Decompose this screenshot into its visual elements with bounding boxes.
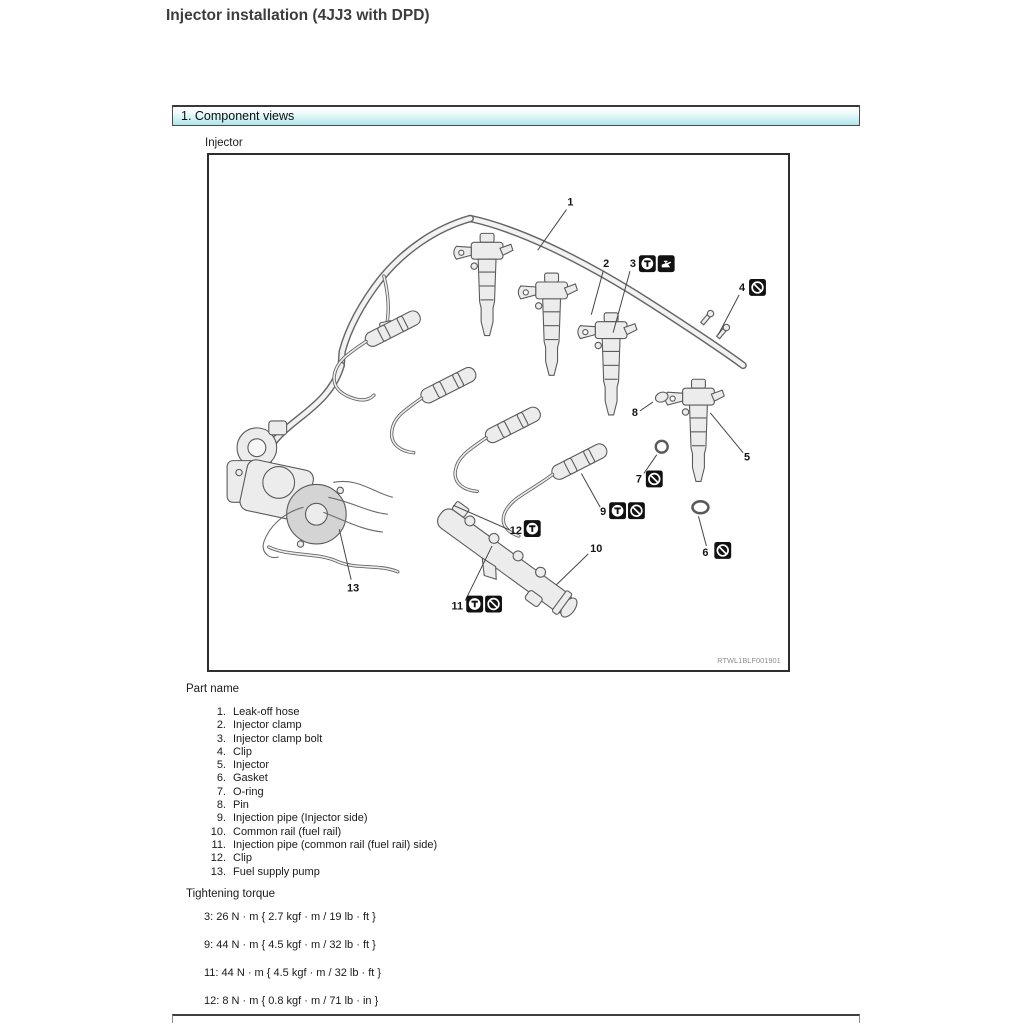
injector-diagram bbox=[209, 155, 788, 670]
injection-pipe bbox=[549, 441, 609, 481]
callout-4: 4 bbox=[739, 281, 746, 294]
callout-13: 13 bbox=[347, 582, 360, 595]
torque-icon bbox=[609, 502, 626, 519]
injector bbox=[518, 273, 577, 375]
part-item bbox=[199, 826, 437, 839]
part-number: 8. bbox=[216, 799, 226, 812]
injection-pipes bbox=[334, 309, 609, 537]
part-item bbox=[199, 706, 437, 719]
torque-icon bbox=[639, 255, 656, 272]
gasket-part bbox=[692, 501, 708, 513]
part-number: 12. bbox=[210, 852, 226, 865]
do-not-reuse-icon bbox=[714, 542, 731, 559]
torque-spec: 9: 44 N · m { 4.5 kgf · m / 32 lb · ft } bbox=[204, 939, 376, 951]
part-item bbox=[199, 759, 437, 772]
callout-5: 5 bbox=[744, 451, 751, 464]
part-number: 6. bbox=[216, 772, 226, 785]
torque-spec: 11: 44 N · m { 4.5 kgf · m / 32 lb · ft } bbox=[204, 967, 382, 979]
oil-icon bbox=[658, 255, 675, 272]
callout-11: 11 bbox=[451, 600, 464, 613]
torque-icon bbox=[466, 596, 483, 613]
do-not-reuse-icon bbox=[646, 471, 663, 488]
common-rail bbox=[426, 497, 586, 630]
part-item bbox=[199, 799, 437, 812]
injector bbox=[665, 379, 724, 481]
do-not-reuse-icon bbox=[628, 502, 645, 519]
part-label: Pin bbox=[233, 799, 249, 812]
section-header-label: 1. Component views bbox=[181, 109, 295, 123]
part-number: 13. bbox=[210, 865, 226, 878]
torque-spec: 3: 26 N · m { 2.7 kgf · m / 19 lb · ft } bbox=[204, 911, 376, 923]
do-not-reuse-icon bbox=[749, 279, 766, 296]
figure-label: Injector bbox=[205, 137, 243, 149]
injection-pipe bbox=[483, 405, 543, 445]
fuel-supply-pump bbox=[227, 421, 398, 572]
part-label: Common rail (fuel rail) bbox=[233, 825, 342, 838]
part-label: Injection pipe (Injector side) bbox=[233, 812, 368, 825]
part-label: Injector clamp bolt bbox=[233, 732, 323, 745]
part-label: O-ring bbox=[233, 785, 264, 798]
part-label: Injector bbox=[233, 759, 270, 772]
part-label: Injector clamp bbox=[233, 719, 302, 732]
figure-code: RTWL1BLF001901 bbox=[717, 656, 781, 666]
part-number: 3. bbox=[216, 732, 226, 745]
part-number: 7. bbox=[216, 785, 226, 798]
callout-3: 3 bbox=[629, 258, 636, 271]
tightening-torque-list bbox=[204, 911, 381, 1023]
part-item bbox=[199, 772, 437, 785]
part-item bbox=[199, 852, 437, 865]
part-number: 2. bbox=[216, 719, 226, 732]
callout-10: 10 bbox=[590, 542, 603, 555]
part-item bbox=[199, 839, 437, 852]
part-number: 5. bbox=[216, 759, 226, 772]
part-label: Injection pipe (common rail (fuel rail) side) bbox=[233, 838, 438, 851]
part-item bbox=[199, 733, 437, 746]
part-item bbox=[199, 786, 437, 799]
part-label: Clip bbox=[233, 745, 252, 758]
part-number: 10. bbox=[210, 825, 226, 838]
torque-icon bbox=[524, 520, 541, 537]
part-label: Fuel supply pump bbox=[233, 865, 320, 878]
part-number: 4. bbox=[216, 745, 226, 758]
part-number: 11. bbox=[211, 838, 226, 851]
callout-9: 9 bbox=[600, 506, 607, 519]
part-item bbox=[199, 812, 437, 825]
part-number: 1. bbox=[216, 706, 226, 718]
part-label: Leak-off hose bbox=[233, 706, 300, 718]
part-item bbox=[199, 866, 437, 879]
tightening-torque-heading: Tightening torque bbox=[186, 888, 276, 900]
do-not-reuse-icon bbox=[485, 596, 502, 613]
callout-7: 7 bbox=[635, 473, 642, 486]
injector bbox=[578, 313, 637, 415]
injection-pipe bbox=[363, 309, 423, 349]
injection-pipe bbox=[418, 365, 478, 405]
part-name-list bbox=[199, 706, 437, 879]
page-title: Injector installation (4JJ3 with DPD) bbox=[166, 7, 430, 24]
callout-12: 12 bbox=[509, 525, 522, 538]
section-header bbox=[172, 105, 860, 126]
o-ring-part bbox=[656, 441, 668, 453]
callout-1: 1 bbox=[567, 196, 574, 209]
part-item bbox=[199, 746, 437, 759]
part-label: Gasket bbox=[233, 772, 268, 785]
part-name-heading: Part name bbox=[186, 683, 240, 695]
component-view-figure bbox=[207, 153, 790, 672]
callout-8: 8 bbox=[631, 406, 638, 419]
next-section-box-top bbox=[172, 1014, 860, 1023]
part-number: 9. bbox=[216, 812, 226, 825]
callout-6: 6 bbox=[702, 546, 709, 559]
injector bbox=[454, 233, 513, 335]
part-label: Clip bbox=[233, 852, 252, 865]
torque-spec: 12: 8 N · m { 0.8 kgf · m / 71 lb · in } bbox=[204, 995, 379, 1007]
part-item bbox=[199, 719, 437, 732]
callout-2: 2 bbox=[603, 258, 610, 271]
